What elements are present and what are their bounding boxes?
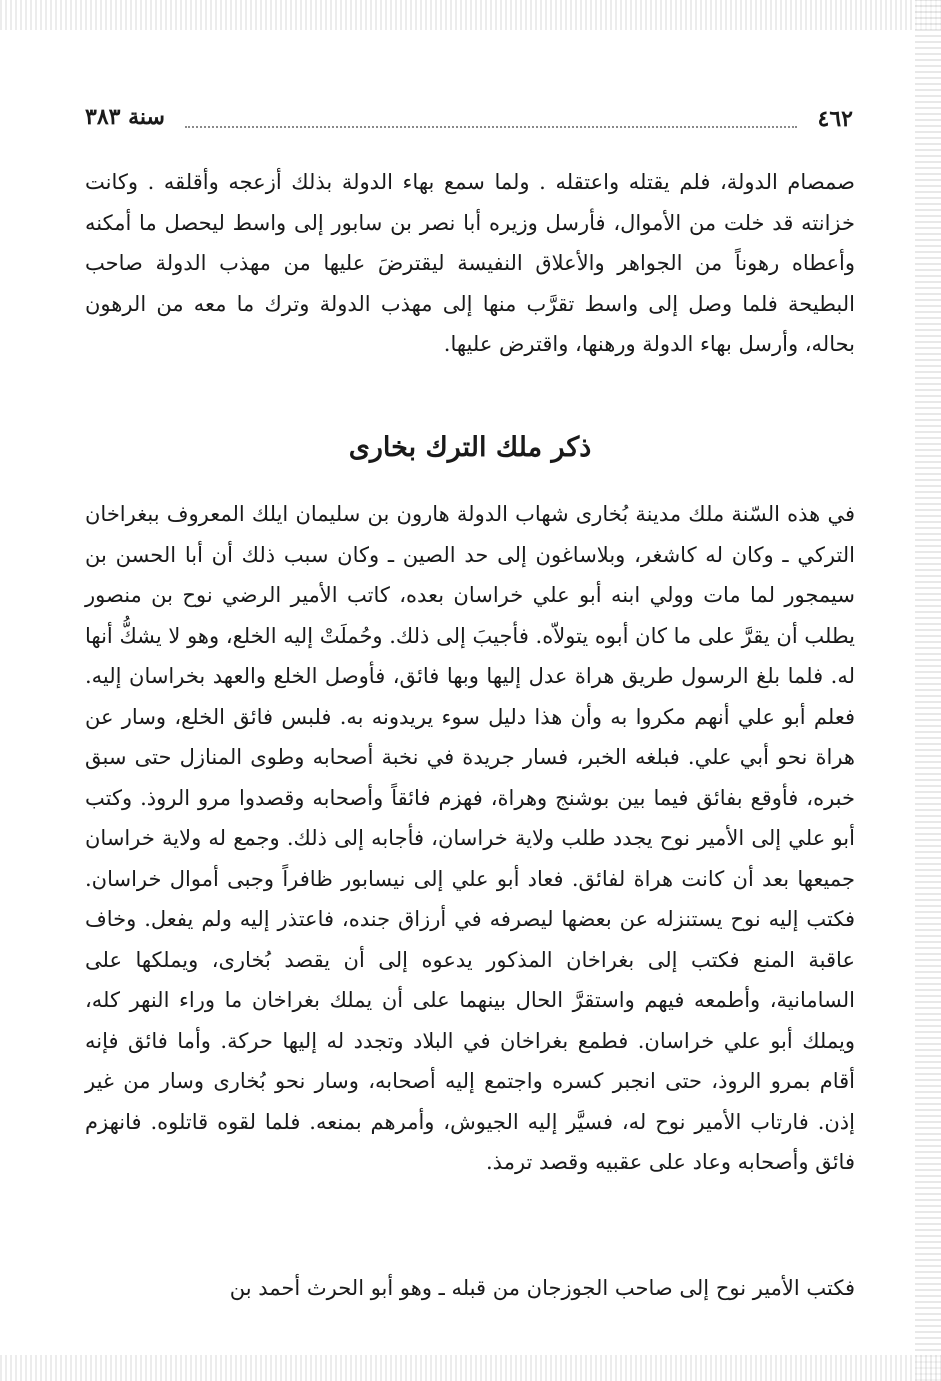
header-dotted-leader — [185, 126, 797, 128]
paragraph: صمصام الدولة، فلم يقتله واعتقله . ولما سمع بهاء الدولة بذلك أزعجه وأقلقه . وكانت خزانته قد خلت من الأموال، فأرسل وزيره أبا نصر بن سابور إلى واسط ليحصل ما أمكنه وأعطاه رهوناً من الجواهر والأعلاق النفيسة ليقترضَ عليها من مهذب الدولة صاحب البطيحة فلما وصل إلى واسط تقرَّب منها إلى مهذب الدولة وترك ما معه من الرهون بحاله، وأرسل بهاء الدولة ورهنها، واقترض عليها. — [85, 170, 855, 356]
scan-edge-right — [915, 0, 941, 1381]
paragraph: في هذه السّنة ملك مدينة بُخارى شهاب الدولة هارون بن سليمان ايلك المعروف ببغراخان التركي ـ وكان له كاشغر، وبلاساغون إلى حد الصين ـ وكان سبب ذلك أن أبا الحسن بن سيمجور لما مات وولي ابنه أبو علي خراسان بعده، كاتب الأمير الرضي نوح بن منصور يطلب أن يقرَّ على ما كان أبوه يتولاّه. فأجيبَ إلى ذلك. وحُملَتْ إليه الخلع، وهو لا يشكُّ أنها له. فلما بلغ الرسول طريق هراة عدل إليها وبها فائق، فأوصل الخلع والعهد بخراسان إليه. فعلم أبو علي أنهم مكروا به وأن هذا دليل سوء يريدونه به. فلبس فائق الخلع، وسار عن هراة نحو أبي علي. فبلغه الخبر، فسار جريدة في نخبة أصحابه وطوى المنازل حتى سبق خبره، فأوقع بفائق فيما بين بوشنج وهراة، فهزم فائقاً وأصحابه وقصدوا مرو الروذ. وكتب أبو علي إلى الأمير نوح يجدد طلب ولاية خراسان، فأجابه إلى ذلك. وجمع له ولاية خراسان جميعها بعد أن كانت هراة لفائق. فعاد أبو علي إلى نيسابور ظافراً وجبى أموال خراسان. فكتب إليه نوح يستنزله عن بعضها ليصرفه في أرزاق جنده، فاعتذر إليه ولم يفعل. وخاف عاقبة المنع فكتب إلى بغراخان المذكور يدعوه إلى أن يقصد بُخارى، ويملكها على السامانية، وأطمعه فيهم واستقرَّ الحال بينهما على أن يملك بغراخان ما وراء النهر كله، ويملك أبو علي خراسان. فطمع بغراخان في البلاد وتجدد له إليها حركة. وأما فائق فإنه أقام بمرو الروذ، حتى انجبر كسره واجتمع إليه أصحابه، وسار نحو بُخارى وسار من غير إذن. فارتاب الأمير نوح له، فسيَّر إليه الجيوش، وأمرهم بمنعه. فلما لقوه قاتلوه. فانهزم فائق وأصحابه وعاد على عقبيه وقصد ترمذ. — [85, 502, 855, 1174]
text-block-last — [85, 1268, 855, 1309]
page-header — [85, 104, 855, 138]
running-head: سنة ٣٨٣ — [85, 104, 165, 130]
scan-edge-bottom — [0, 1355, 941, 1381]
scan-edge-top — [0, 0, 941, 30]
text-block-top — [85, 162, 855, 365]
page-number: ٤٦٢ — [817, 106, 853, 132]
section-title: ذكر ملك الترك بخارى — [348, 432, 592, 463]
text-block-main — [85, 494, 855, 1183]
paragraph: فكتب الأمير نوح إلى صاحب الجوزجان من قبله ـ وهو أبو الحرث أحمد بن — [229, 1276, 855, 1300]
